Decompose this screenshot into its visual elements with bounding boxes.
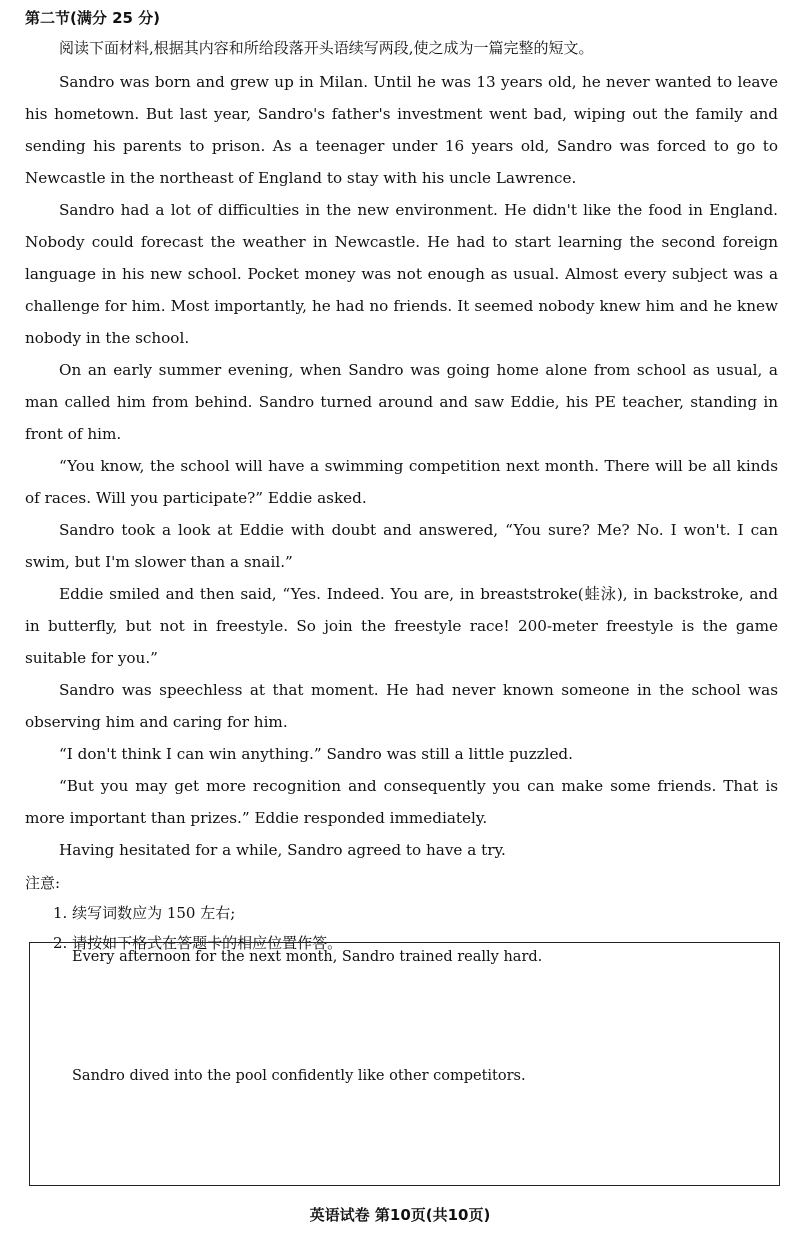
paragraph-opener-2: Sandro dived into the pool confidently like other competitors.: [72, 1068, 526, 1084]
story-paragraph: Eddie smiled and then said, “Yes. Indeed. You are, in breaststroke(蛙泳), in backstroke, and in butterfly, but not in freestyle. So join the freestyle race! 200-meter freestyle is the game suitable for you.”: [25, 585, 778, 667]
story-passage: [25, 66, 778, 866]
story-paragraph: Sandro was born and grew up in Milan. Until he was 13 years old, he never wanted to leave his hometown. But last year, Sandro's father's investment went bad, wiping out the family and sending his parents to prison. As a teenager under 16 years old, Sandro was forced to go to Newcastle in the northeast of England to stay with his uncle Lawrence.: [25, 73, 778, 187]
note-item-word-count: 1. 续写词数应为 150 左右;: [53, 904, 236, 922]
instruction-text: 阅读下面材料,根据其内容和所给段落开头语续写两段,使之成为一篇完整的短文。: [59, 39, 594, 57]
note-item-format: 2. 请按如下格式在答题卡的相应位置作答。: [53, 934, 343, 952]
story-paragraph: “I don't think I can win anything.” Sandro was still a little puzzled.: [59, 745, 573, 763]
paragraph-opener-1: Every afternoon for the next month, Sandro trained really hard.: [72, 949, 543, 965]
story-paragraph: “You know, the school will have a swimming competition next month. There will be all kinds of races. Will you participate?” Eddie asked.: [25, 457, 778, 507]
story-paragraph: “But you may get more recognition and consequently you can make some friends. That is more important than prizes.” Eddie responded immediately.: [25, 777, 778, 827]
story-paragraph: Sandro was speechless at that moment. He had never known someone in the school was observing him and caring for him.: [25, 681, 778, 731]
page-footer: 英语试卷 第10页(共10页): [309, 1206, 491, 1224]
answer-box: [29, 942, 780, 1186]
story-paragraph: Sandro took a look at Eddie with doubt and answered, “You sure? Me? No. I won't. I can swim, but I'm slower than a snail.”: [25, 521, 778, 571]
story-paragraph: Sandro had a lot of difficulties in the new environment. He didn't like the food in England. Nobody could forecast the weather in Newcastle. He had to start learning the second foreign language in his new school. Pocket money was not enough as usual. Almost every subject was a challenge for him. Most importantly, he had no friends. It seemed nobody knew him and he knew nobody in the school.: [25, 201, 778, 347]
section-title: 第二节(满分 25 分): [25, 9, 161, 27]
notes-title: 注意:: [25, 874, 61, 892]
story-paragraph: Having hesitated for a while, Sandro agreed to have a try.: [59, 841, 506, 859]
story-paragraph: On an early summer evening, when Sandro was going home alone from school as usual, a man called him from behind. Sandro turned around and saw Eddie, his PE teacher, standing in front of him.: [25, 361, 778, 443]
